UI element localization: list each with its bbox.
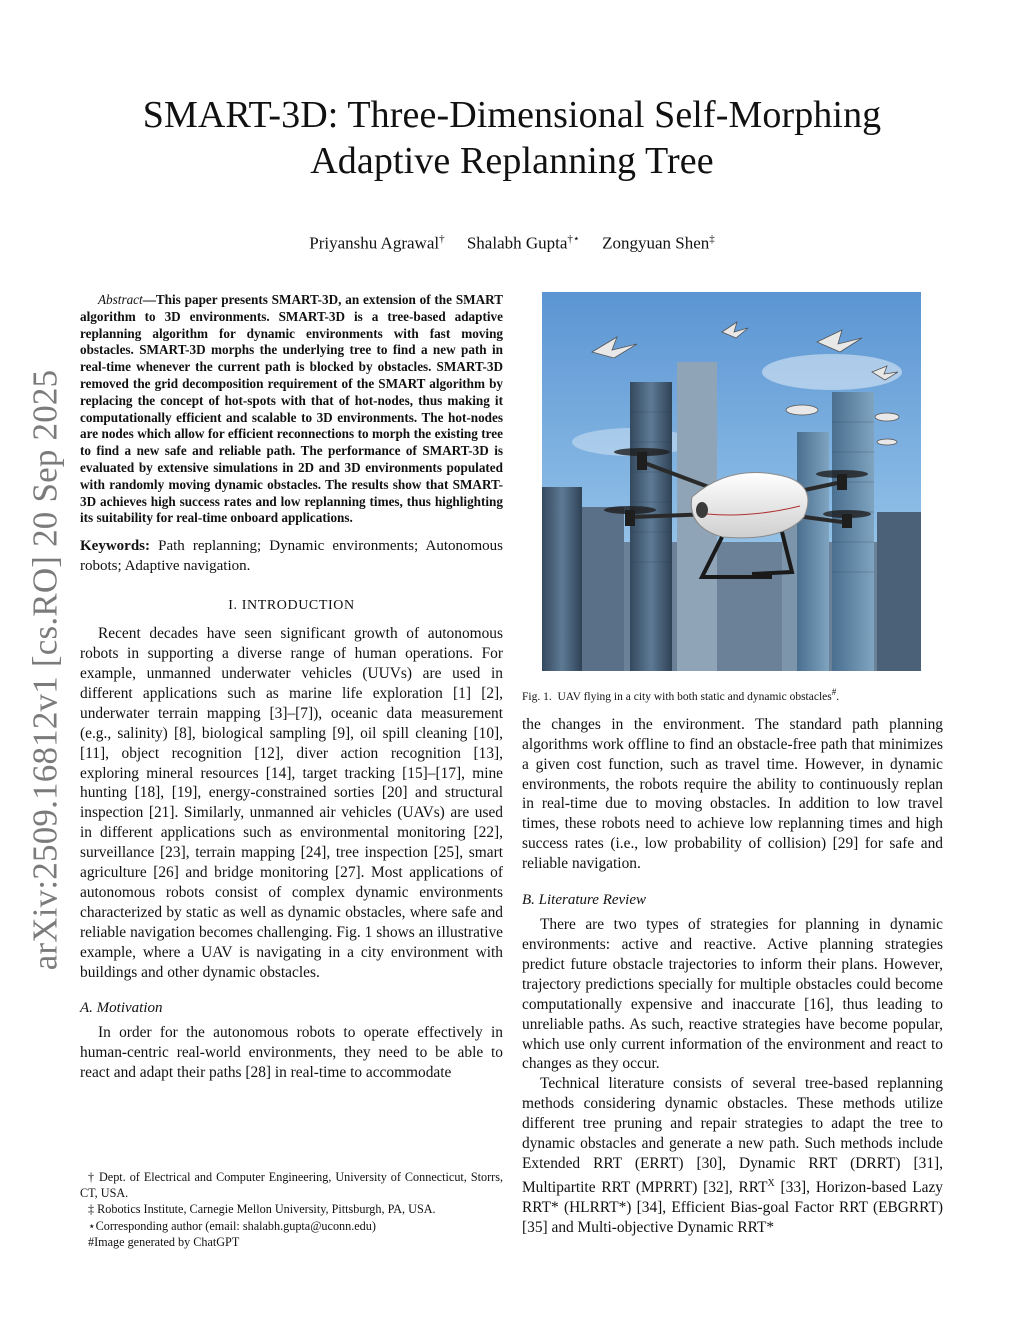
building (877, 512, 921, 671)
arxiv-id-text: arXiv:2509.16812v1 [cs.RO] 20 Sep 2025 (25, 369, 65, 971)
small-drone-icon (786, 405, 818, 415)
author-3: Zongyuan Shen‡ (602, 233, 715, 253)
figure-caption: Fig. 1. UAV flying in a city with both static and dynamic obstacles#. (522, 687, 840, 703)
caption-text: UAV flying in a city with both static and dynamic obstacles (557, 690, 832, 703)
footnotes (80, 1170, 503, 1252)
literature-paragraph-2: Technical literature consists of several tree-based replanning methods considering dynamic obstacles. These methods utilize different tree pruning and repair strategies to adapt the tree to dynamic obstacles and generate a new path. Such methods include Extended RRT (ERRT) [30], Dynamic RRT (DRRT) [31], Multipartite RRT (MPRRT) [32], $RRT^X$ [33], Horizon-based Lazy RRT* (HLRRT*) [34], Efficient Bias-goal Factor RRT (EBGRRT) [35] and Multi-objective Dynamic RRT* (522, 1075, 943, 1236)
subsection-heading-literature-review: B. Literature Review (522, 892, 646, 909)
small-drone-icon (877, 439, 897, 445)
abstract-lead: Abstract (98, 292, 143, 307)
glass-tower (832, 392, 874, 671)
tall-building (630, 382, 672, 671)
footnote-image-credit: #Image generated by ChatGPT (88, 1235, 240, 1250)
keywords-text: Path replanning; Dynamic environments; Autonomous robots; Adaptive navigation. (80, 538, 503, 574)
abstract-text: —This paper presents SMART-3D, an extension of the SMART algorithm to 3D environments. SMART-3D is a tree-based adaptive replanning algorithm for dynamic environments with fast moving obstacles. SMART-3D morphs the underlying tree to find a new path in real-time whenever the current path is blocked by obstacles. SMART-3D removed the grid decomposition requirement of the SMART algorithm by replacing the concept of hot-spots with that of hot-nodes, thus making it computationally efficient and scalable to 3D environments. The hot-nodes are nodes which allow for efficient reconnections to morph the existing tree to find a new safe and reliable path. The performance of SMART-3D is evaluated by extensive simulations in 2D and 3D environments populated with randomly moving dynamic obstacles. The results show that SMART-3D achieves high success rates and low replanning times, thus highlighting its suitability for real-time onboard applications. (80, 292, 503, 526)
glass-tower (797, 432, 829, 671)
motivation-paragraph: In order for the autonomous robots to operate effectively in human-centric real-world environments, they need to be able to react and adapt their paths [28] in real-time to accommodate (80, 1024, 503, 1082)
abstract (80, 292, 503, 527)
literature-paragraph-1: There are two types of strategies for planning in dynamic environments: active and reactive. Active planning strategies predict future obstacle trajectories to inform their plans. However, trajectory predictions specially for multiple obstacles could become computationally expensive and inaccurate [16], thus leading to unreliable paths. As such, reactive strategies have become popular, which use only current information of the environment and react to changes as they occur. (522, 916, 943, 1073)
left-column (80, 292, 503, 1083)
section-heading-introduction: I. INTRODUCTION (228, 598, 355, 614)
intro-paragraph: Recent decades have seen significant growth of autonomous robots in supporting a diverse range of human operations. For example, unmanned underwater vehicles (UUVs) are used in different applications such as marine life exploration [1] [2], underwater terrain mapping [3]–[7]), oceanic data measurement (e.g., salinity) [8], biological sampling [9], oil spill cleaning [10], [11], object recognition [12], diver action recognition [13], exploring mineral resources [14], target tracking [15]–[17], mine hunting [18], [19], energy-constrained sorties [20] and structural inspection [21]. Similarly, unmanned air vehicles (UAVs) are used in different applications such as environmental monitoring [22], surveillance [23], terrain mapping [24], tree inspection [25], smart agriculture [26] and bridge monitoring [27]. Most applications of autonomous robots consist of complex dynamic environments characterized by static as well as dynamic obstacles, where safe and reliable navigation becomes challenging. Fig. 1 shows an illustrative example, where a UAV is navigating in a city environment with buildings and other dynamic obstacles. (80, 625, 503, 981)
arxiv-stamp (20, 370, 70, 970)
author-list (80, 228, 944, 255)
figure-uav-city (542, 292, 921, 671)
title-block (80, 92, 944, 255)
motivation-continued-paragraph: the changes in the environment. The standard path planning algorithms work offline to find an obstacle-free path that minimizes a given cost function, such as travel time. However, in dynamic environments, the robots require the ability to continuously replan in real-time due to moving obstacles. In addition to low travel times, these robots need to achieve low replanning times and high success rates (i.e., low probability of collision) [29] for safe and reliable navigation. (522, 715, 943, 873)
small-drone-icon (875, 413, 899, 421)
keywords (80, 537, 503, 576)
subsection-heading-motivation: A. Motivation (80, 1000, 163, 1017)
footnote-affiliation-cmu: ‡ Robotics Institute, Carnegie Mellon University, Pittsburgh, PA, USA. (88, 1202, 436, 1217)
caption-mark: # (831, 687, 837, 697)
uav-city-illustration (542, 292, 921, 671)
author-1: Priyanshu Agrawal† (309, 233, 445, 253)
paper-title-line-1: SMART-3D: Three-Dimensional Self-Morphing (142, 94, 882, 136)
building (542, 487, 582, 671)
building (582, 507, 624, 671)
author-2: Shalabh Gupta†⋆ (466, 233, 580, 253)
footnote-affiliation-uconn: † Dept. of Electrical and Computer Engineering, University of Connecticut, Storrs, CT, USA. (80, 1170, 503, 1200)
paper-title-line-2: Adaptive Replanning Tree (310, 140, 714, 182)
right-column (522, 292, 943, 1238)
right-column-text (522, 715, 943, 1238)
caption-label: Fig. 1. (522, 690, 552, 703)
keywords-label: Keywords: (80, 538, 150, 555)
footnote-corresponding-author: ⋆Corresponding author (email: shalabh.gupta@uconn.edu) (88, 1218, 376, 1233)
